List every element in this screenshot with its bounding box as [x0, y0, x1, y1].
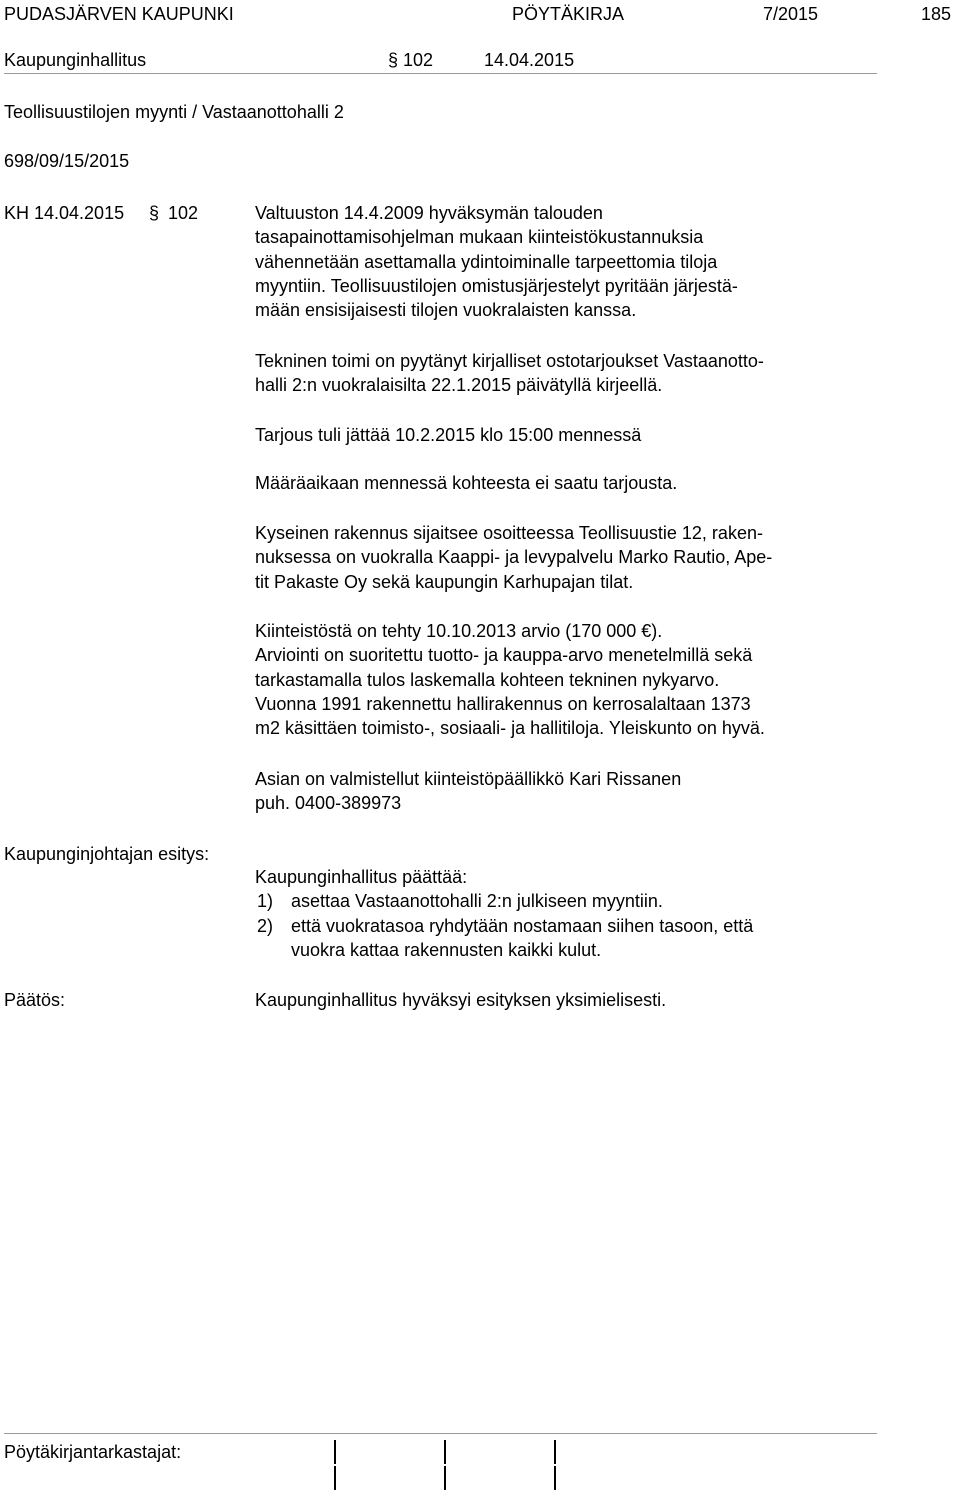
paragraph-preparer: Asian on valmistellut kiinteistöpäällikkö Kari Rissanen puh. 0400-389973: [255, 769, 682, 814]
paragraph-valuation: Kiinteistöstä on tehty 10.10.2013 arvio (170 000 €). Arviointi on suoritettu tuotto- ja kauppa-arvo menetelmillä sekä tarkastamalla tulos laskemalla kohteen tekninen nykyarvo. Vuonna 1991 rakennettu hallirakennus on kerrosalaltaan 1373 m2 käsittäen toimisto-, sosiaali- ja hallitiloja. Yleiskunto on hyvä.: [255, 621, 765, 739]
record-reference: 698/09/15/2015: [4, 151, 130, 171]
header-divider: [4, 73, 877, 74]
page-number: 185: [921, 4, 952, 24]
paragraph-deadline: Tarjous tuli jättää 10.2.2015 klo 15:00 mennessä: [255, 425, 642, 445]
kh-label: KH 14.04.2015: [4, 203, 125, 223]
signature-bar: [444, 1440, 446, 1464]
kh-section-symbol: §: [149, 203, 160, 223]
paragraph-request: Tekninen toimi on pyytänyt kirjalliset ostotarjoukset Vastaanotto- halli 2:n vuokralaisilta 22.1.2015 päivätyllä kirjeellä.: [255, 351, 764, 396]
signature-bar: [334, 1466, 336, 1490]
section-number: 102: [403, 50, 434, 70]
paragraph-building: Kyseinen rakennus sijaitsee osoitteessa Teollisuustie 12, raken- nuksessa on vuokralla Kaappi- ja levypalvelu Marko Rautio, Ape- tit Pakaste Oy sekä kaupungin Karhupajan tilat.: [255, 523, 773, 592]
kh-section-number: 102: [168, 203, 199, 223]
body-name: Kaupunginhallitus: [4, 50, 147, 70]
issue-number: 7/2015: [763, 4, 819, 24]
signature-bar: [554, 1466, 556, 1490]
meeting-date: 14.04.2015: [484, 50, 575, 70]
proposal-label: Kaupunginjohtajan esitys:: [4, 844, 210, 864]
signature-bar: [554, 1440, 556, 1464]
decision-label: Päätös:: [4, 990, 66, 1010]
signature-bar: [444, 1466, 446, 1490]
footer-divider: [4, 1433, 877, 1434]
section-symbol: §: [388, 50, 399, 70]
proposal-text: Kaupunginhallitus päättää: 1) asettaa Vastaanottohalli 2:n julkiseen myyntiin. 2) että vuokratasoa ryhdytään nostamaan siihen tasoon, että vuokra kattaa rakennusten kaikki kulut.: [255, 865, 870, 962]
proposal-item: 1) asettaa Vastaanottohalli 2:n julkiseen myyntiin.: [257, 891, 663, 912]
paragraph-no-offers: Määräaikaan mennessä kohteesta ei saatu tarjousta.: [255, 473, 678, 493]
document-type: PÖYTÄKIRJA: [512, 4, 625, 24]
paragraph-background: Valtuuston 14.4.2009 hyväksymän talouden tasapainottamisohjelman mukaan kiinteistökustannuksia vähennetään asettamalla ydintoiminalle tarpeettomia tiloja myyntiin. Teollisuustilojen omistusjärjestelyt pyritään järjestä- mään ensisijaisesti tilojen vuokralaisten kanssa.: [255, 203, 738, 321]
subject-title: Teollisuustilojen myynti / Vastaanottohalli 2: [4, 102, 344, 122]
org-name: PUDASJÄRVEN KAUPUNKI: [4, 4, 234, 24]
footer-label: Pöytäkirjantarkastajat:: [4, 1442, 182, 1462]
proposal-item: 2) että vuokratasoa ryhdytään nostamaan siihen tasoon, että: [257, 915, 754, 936]
decision-text: Kaupunginhallitus hyväksyi esityksen yksimielisesti.: [255, 990, 667, 1010]
signature-bar: [334, 1440, 336, 1464]
